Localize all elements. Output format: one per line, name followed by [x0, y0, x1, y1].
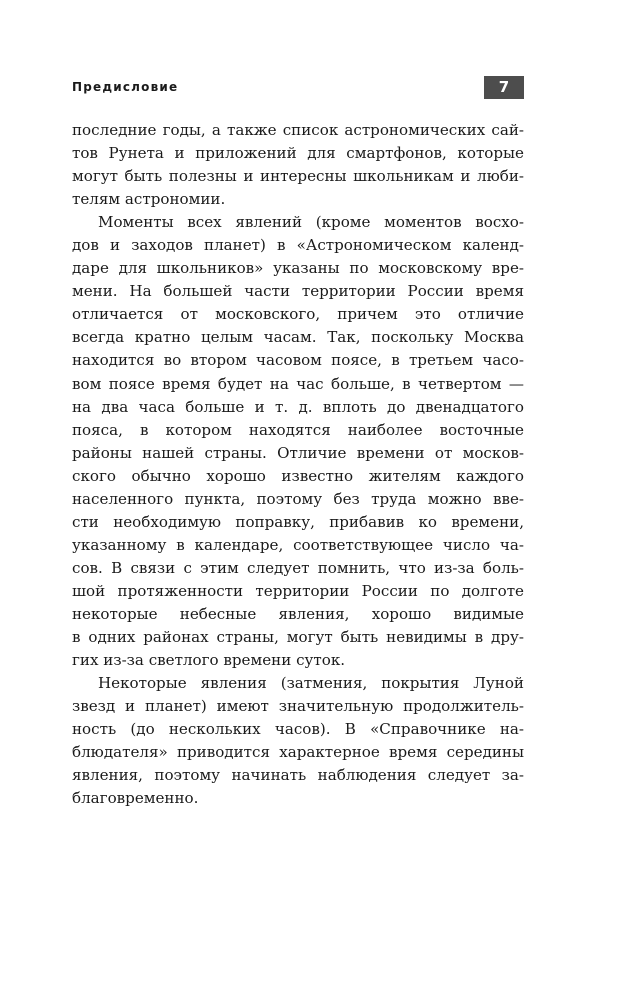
text-line: шой протяженности территории России по долготе [72, 581, 524, 600]
text-line: ского обычно хорошо известно жителям каждого [72, 466, 524, 485]
text-line: дов и заходов планет) в «Астрономическом календ- [72, 236, 524, 255]
paragraph [72, 672, 524, 810]
text-line: тов Рунета и приложений для смартфонов, которые [72, 144, 524, 163]
text-line: сти необходимую поправку, прибавив ко времени, [72, 512, 524, 531]
text-line: Некоторые явления (затмения, покрытия Луной [98, 674, 524, 693]
paragraph [72, 211, 524, 672]
page-number: 7 [484, 76, 524, 99]
text-line: указанному в календаре, соответствующее число ча- [72, 535, 524, 554]
text-line: ность (до нескольких часов). В «Справочнике на- [72, 720, 524, 739]
text-line: пояса, в котором находятся наиболее восточные [72, 420, 524, 439]
text-line: благовременно. [72, 789, 199, 808]
text-line: находится во втором часовом поясе, в третьем часо- [72, 351, 524, 370]
text-line: гих из-за светлого времени суток. [72, 651, 346, 670]
running-header [72, 76, 524, 99]
text-line: Моменты всех явлений (кроме моментов восхо- [98, 213, 524, 232]
text-line: в одних районах страны, могут быть невидимы в дру- [72, 628, 524, 647]
text-line: мени. На большей части территории России время [72, 282, 524, 301]
text-line: явления, поэтому начинать наблюдения следует за- [72, 766, 524, 785]
text-line: на два часа больше и т. д. вплоть до двенадцатого [72, 397, 524, 416]
text-line: сов. В связи с этим следует помнить, что из-за боль- [72, 558, 524, 577]
text-line: отличается от московского, причем это отличие [72, 305, 524, 324]
text-line: всегда кратно целым часам. Так, поскольку Москва [72, 328, 524, 347]
paragraph [72, 119, 524, 211]
text-line: последние годы, а также список астрономических сай- [72, 121, 524, 139]
text-line: некоторые небесные явления, хорошо видимые [72, 604, 524, 623]
text-line: могут быть полезны и интересны школьникам и люби- [72, 167, 524, 186]
text-line: телям астрономии. [72, 190, 226, 209]
text-line: блюдателя» приводится характерное время середины [72, 743, 524, 762]
body-text [72, 119, 524, 810]
text-line: населенного пункта, поэтому без труда можно вве- [72, 489, 524, 508]
text-line: районы нашей страны. Отличие времени от москов- [72, 443, 524, 462]
text-line: звезд и планет) имеют значительную продолжитель- [72, 697, 524, 716]
text-line: даре для школьников» указаны по московскому вре- [72, 259, 524, 278]
text-line: вом поясе время будет на час больше, в четвертом — [72, 374, 524, 393]
section-title: Предисловие [72, 80, 179, 94]
